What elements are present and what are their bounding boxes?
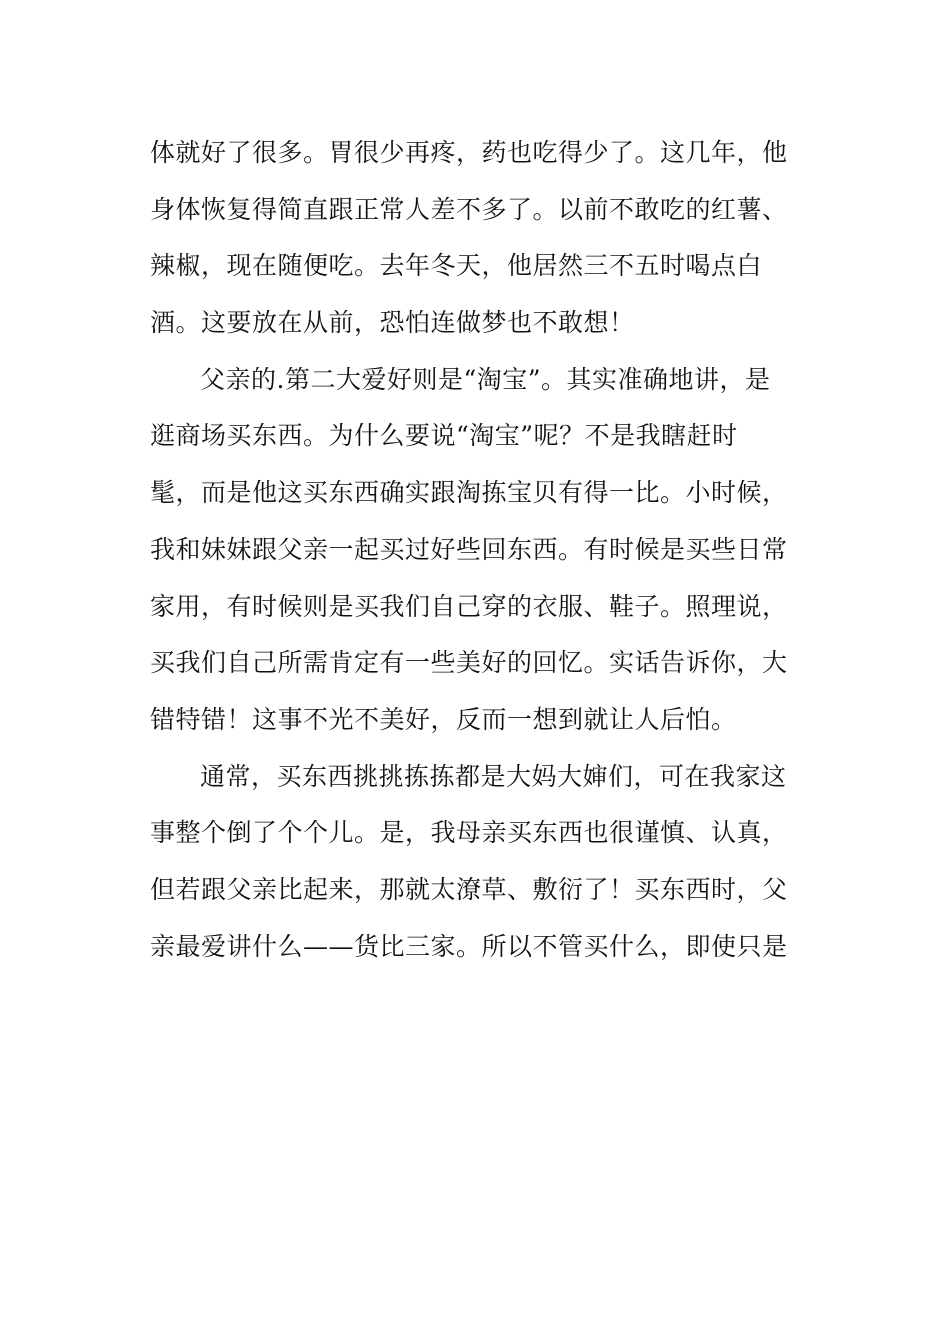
text-line: 身体恢复得简直跟正常人差不多了。以前不敢吃的红薯、	[150, 194, 788, 224]
text-line: 体就好了很多。胃很少再疼，药也吃得少了。这几年，他	[150, 138, 788, 167]
text-line: 错特错！这事不光不美好，反而一想到就让人后怕。	[150, 704, 737, 734]
document-body	[150, 125, 810, 975]
paragraph-first-line: 父亲的.第二大爱好则是“淘宝”。其实准确地讲，是	[200, 364, 771, 394]
text-line: 亲最爱讲什么——货比三家。所以不管买什么，即使只是	[150, 931, 788, 961]
text-line: 买我们自己所需肯定有一些美好的回忆。实话告诉你，大	[150, 648, 788, 678]
text-line: 酒。这要放在从前，恐怕连做梦也不敢想！	[150, 308, 635, 338]
text-line: 辣椒，现在随便吃。去年冬天，他居然三不五时喝点白	[150, 251, 763, 281]
text-line: 髦，而是他这买东西确实跟淘拣宝贝有得一比。小时候，	[150, 478, 788, 508]
text-line: 逛商场买东西。为什么要说“淘宝”呢？不是我瞎赶时	[150, 421, 738, 451]
text-line: 事整个倒了个个儿。是，我母亲买东西也很谨慎、认真，	[150, 818, 788, 848]
text-line: 我和妹妹跟父亲一起买过好些回东西。有时候是买些日常	[150, 534, 788, 564]
text-line: 家用，有时候则是买我们自己穿的衣服、鞋子。照理说，	[150, 591, 788, 621]
paragraph-first-line: 通常，买东西挑挑拣拣都是大妈大婶们，可在我家这	[200, 761, 787, 791]
text-line: 但若跟父亲比起来，那就太潦草、敷衍了！买东西时，父	[150, 874, 788, 904]
